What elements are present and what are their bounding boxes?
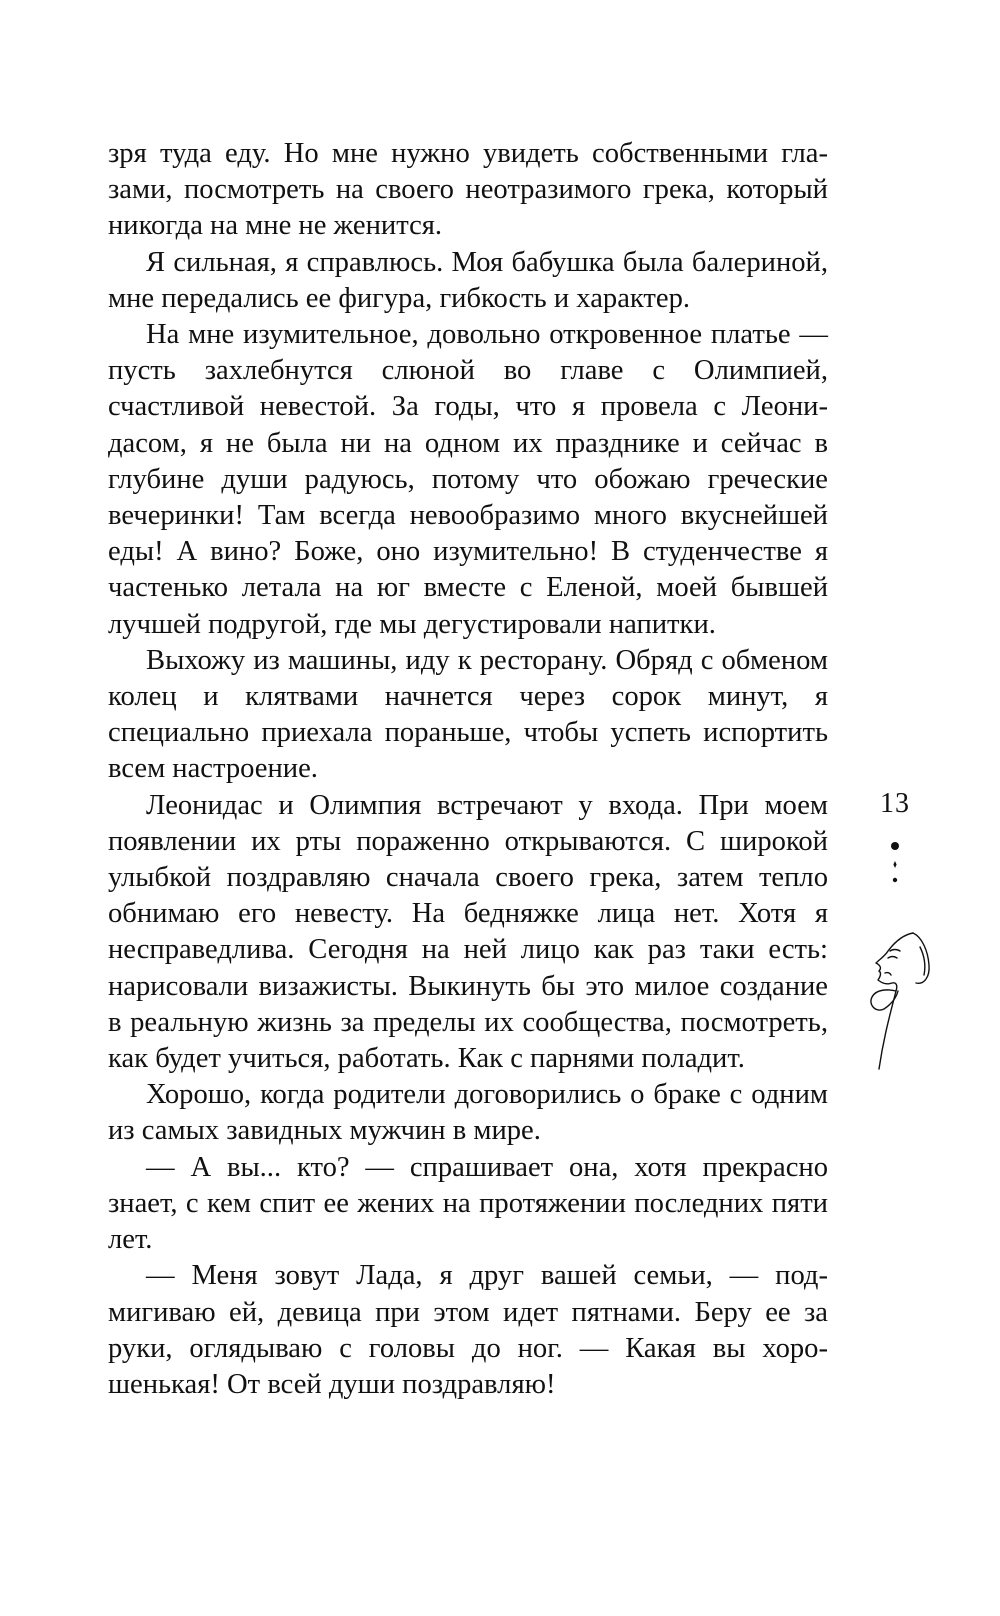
body-text xyxy=(108,136,828,1403)
paragraph: — А вы... кто? — спрашивает она, хотя прекрасно знает, с кем спит ее жених на протяжении последних пяти лет. xyxy=(108,1151,828,1256)
paragraph: Хорошо, когда родители договорились о браке с одним из самых завидных мужчин в мире. xyxy=(108,1079,828,1147)
page-number: 13 xyxy=(880,788,910,819)
dot-ornament-icon xyxy=(885,840,905,890)
paragraph: Я сильная, я справлюсь. Моя бабушка была балериной, мне передались ее фигура, гибкость и характер. xyxy=(108,246,828,314)
paragraph: На мне изумительное, довольно откровенное платье — пусть захлебнутся слюной во главе с Олимпией, счастливой невестой. За годы, что я провела с Леонидасом, я не была ни на одном их празднике и сейчас в глубине души радуюсь, потому что обожаю греческие вечеринки! Там всегда невообразимо много вкуснейшей еды! А вино? Боже, оно изумительно! В студенчестве я частенько летала на юг вместе с Еленой, моей бывшей лучшей подругой, где мы дегустировали напитки. xyxy=(108,319,828,640)
paragraph: — Меня зовут Лада, я друг вашей семьи, — подмигиваю ей, девица при этом идет пятнами. Беру ее за руки, оглядываю с головы до ног. — Какая вы хорошенькая! От всей души поздравляю! xyxy=(108,1260,828,1400)
paragraph: Выхожу из машины, иду к ресторану. Обряд с обменом колец и клятвами начнется через сорок минут, я специально приехала пораньше, чтобы успеть испортить всем настроение. xyxy=(108,644,828,785)
face-line-art-icon xyxy=(858,925,940,1080)
paragraph: Леонидас и Олимпия встречают у входа. При моем появлении их рты пораженно открываются. С широкой улыбкой поздравляю сначала своего грека, затем тепло обнимаю его невесту. На бедняжке лица нет. Хотя я несправедлива. Сегодня на ней лицо как раз таки есть: нарисовали визажисты. Выкинуть бы это милое создание в реальную жизнь за пределы их сообщества, посмотреть, как будет учиться, работать. Как с парнями поладит. xyxy=(108,789,828,1075)
paragraph: зря туда еду. Но мне нужно увидеть собственными глазами, посмотреть на своего неотразимого грека, который никогда на мне не женится. xyxy=(108,138,828,242)
